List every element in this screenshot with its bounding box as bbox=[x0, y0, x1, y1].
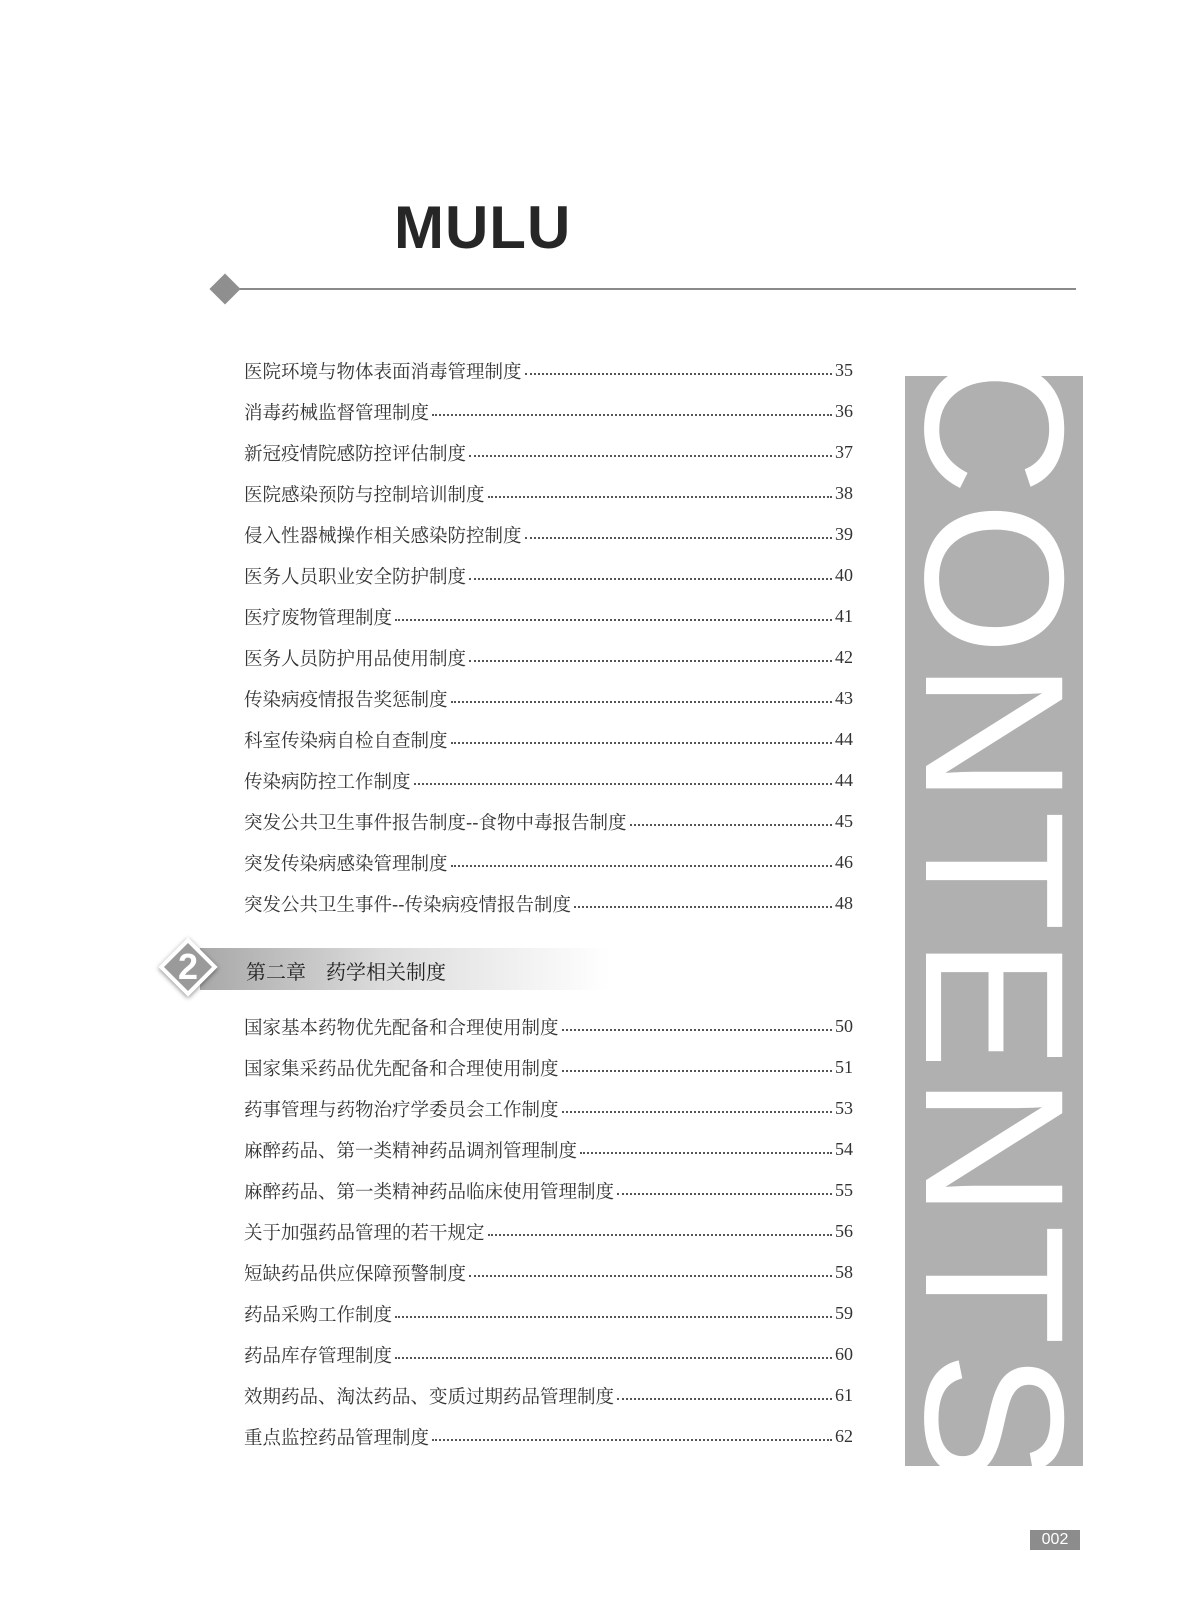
toc-entry-page-number: 44 bbox=[835, 770, 853, 790]
toc-entry-page-number: 62 bbox=[835, 1426, 853, 1446]
dot-leader bbox=[488, 496, 832, 498]
toc-entry[interactable] bbox=[244, 1211, 853, 1252]
toc-entry-title: 突发传染病感染管理制度 bbox=[244, 853, 448, 875]
toc-entry-title: 药事管理与药物治疗学委员会工作制度 bbox=[244, 1099, 559, 1121]
chapter-number: 2 bbox=[177, 946, 199, 987]
dot-leader bbox=[451, 865, 832, 867]
dot-leader bbox=[525, 373, 832, 375]
toc-entry[interactable] bbox=[244, 555, 853, 596]
dot-leader bbox=[562, 1029, 832, 1031]
toc-entry[interactable] bbox=[244, 514, 853, 555]
toc-list-previous-chapter bbox=[244, 350, 853, 924]
dot-leader bbox=[432, 1439, 832, 1441]
toc-entry[interactable] bbox=[244, 1252, 853, 1293]
toc-entry-page-number: 59 bbox=[835, 1303, 853, 1323]
dot-leader bbox=[395, 1357, 832, 1359]
dot-leader bbox=[630, 824, 832, 826]
toc-entry-page-number: 41 bbox=[835, 606, 853, 626]
toc-entry-title: 效期药品、淘汰药品、变质过期药品管理制度 bbox=[244, 1386, 615, 1408]
toc-entry-page-number: 60 bbox=[835, 1344, 853, 1364]
toc-entry-title: 国家基本药物优先配备和合理使用制度 bbox=[244, 1017, 559, 1039]
chapter-title: 第二章 药学相关制度 bbox=[246, 960, 446, 984]
dot-leader bbox=[562, 1070, 832, 1072]
toc-entry-page-number: 45 bbox=[835, 811, 853, 831]
dot-leader bbox=[562, 1111, 832, 1113]
dot-leader bbox=[617, 1398, 832, 1400]
toc-entry-title: 药品采购工作制度 bbox=[244, 1304, 393, 1326]
dot-leader bbox=[395, 619, 832, 621]
toc-entry-page-number: 40 bbox=[835, 565, 853, 585]
dot-leader bbox=[451, 742, 832, 744]
dot-leader bbox=[574, 906, 832, 908]
toc-entry-title: 传染病疫情报告奖惩制度 bbox=[244, 689, 448, 711]
page-title: MULU bbox=[394, 194, 572, 261]
toc-entry-page-number: 53 bbox=[835, 1098, 853, 1118]
toc-entry[interactable] bbox=[244, 883, 853, 924]
toc-entry-title: 关于加强药品管理的若干规定 bbox=[244, 1222, 485, 1244]
contents-side-band bbox=[884, 352, 1105, 1490]
toc-entry-page-number: 42 bbox=[835, 647, 853, 667]
toc-entry[interactable] bbox=[244, 719, 853, 760]
toc-entry-page-number: 58 bbox=[835, 1262, 853, 1282]
toc-entry-page-number: 61 bbox=[835, 1385, 853, 1405]
toc-entry[interactable] bbox=[244, 801, 853, 842]
toc-entry-page-number: 38 bbox=[835, 483, 853, 503]
toc-entry-title: 药品库存管理制度 bbox=[244, 1345, 393, 1367]
toc-entry-page-number: 50 bbox=[835, 1016, 853, 1036]
dot-leader bbox=[617, 1193, 832, 1195]
toc-entry[interactable] bbox=[244, 1170, 853, 1211]
toc-entry[interactable] bbox=[244, 1129, 853, 1170]
toc-entry-page-number: 44 bbox=[835, 729, 853, 749]
toc-entry-title: 医务人员防护用品使用制度 bbox=[244, 648, 467, 670]
toc-entry-title: 突发公共卫生事件报告制度--食物中毒报告制度 bbox=[244, 812, 627, 834]
toc-entry-page-number: 36 bbox=[835, 401, 853, 421]
dot-leader bbox=[432, 414, 832, 416]
toc-entry[interactable] bbox=[244, 1006, 853, 1047]
dot-leader bbox=[469, 1275, 832, 1277]
toc-entry[interactable] bbox=[244, 842, 853, 883]
toc-entry[interactable] bbox=[244, 596, 853, 637]
dot-leader bbox=[580, 1152, 832, 1154]
dot-leader bbox=[469, 660, 832, 662]
toc-entry-title: 医务人员职业安全防护制度 bbox=[244, 566, 467, 588]
toc-entry[interactable] bbox=[244, 678, 853, 719]
toc-entry-page-number: 43 bbox=[835, 688, 853, 708]
toc-entry[interactable] bbox=[244, 1334, 853, 1375]
toc-entry-title: 国家集采药品优先配备和合理使用制度 bbox=[244, 1058, 559, 1080]
toc-entry-title: 麻醉药品、第一类精神药品临床使用管理制度 bbox=[244, 1181, 615, 1203]
dot-leader bbox=[395, 1316, 832, 1318]
toc-entry[interactable] bbox=[244, 1088, 853, 1129]
toc-entry[interactable] bbox=[244, 432, 853, 473]
dot-leader bbox=[469, 455, 832, 457]
toc-entry-title: 医院环境与物体表面消毒管理制度 bbox=[244, 361, 522, 383]
toc-entry-page-number: 54 bbox=[835, 1139, 853, 1159]
toc-entry[interactable] bbox=[244, 1416, 853, 1457]
toc-entry[interactable] bbox=[244, 1293, 853, 1334]
toc-entry-title: 科室传染病自检自查制度 bbox=[244, 730, 448, 752]
contents-side-label: CONTENTS bbox=[884, 352, 1105, 1490]
toc-entry-page-number: 39 bbox=[835, 524, 853, 544]
dot-leader bbox=[451, 701, 832, 703]
chapter-number-badge bbox=[158, 937, 218, 997]
toc-entry-title: 短缺药品供应保障预警制度 bbox=[244, 1263, 467, 1285]
toc-entry[interactable] bbox=[244, 473, 853, 514]
toc-entry[interactable] bbox=[244, 760, 853, 801]
dot-leader bbox=[469, 578, 832, 580]
toc-entry-title: 传染病防控工作制度 bbox=[244, 771, 411, 793]
toc-entry-title: 麻醉药品、第一类精神药品调剂管理制度 bbox=[244, 1140, 578, 1162]
toc-entry[interactable] bbox=[244, 391, 853, 432]
dot-leader bbox=[414, 783, 832, 785]
toc-list-chapter-2 bbox=[244, 1006, 853, 1457]
toc-entry-title: 重点监控药品管理制度 bbox=[244, 1427, 430, 1449]
toc-entry[interactable] bbox=[244, 350, 853, 391]
toc-entry-page-number: 48 bbox=[835, 893, 853, 913]
toc-entry-title: 侵入性器械操作相关感染防控制度 bbox=[244, 525, 522, 547]
toc-entry-title: 医院感染预防与控制培训制度 bbox=[244, 484, 485, 506]
toc-entry-page-number: 56 bbox=[835, 1221, 853, 1241]
dot-leader bbox=[525, 537, 832, 539]
toc-entry-page-number: 51 bbox=[835, 1057, 853, 1077]
toc-entry[interactable] bbox=[244, 637, 853, 678]
title-rule bbox=[216, 288, 1076, 290]
toc-entry-page-number: 35 bbox=[835, 360, 853, 380]
toc-entry-page-number: 37 bbox=[835, 442, 853, 462]
title-diamond-ornament bbox=[209, 273, 240, 304]
toc-entry-page-number: 46 bbox=[835, 852, 853, 872]
toc-entry-title: 突发公共卫生事件--传染病疫情报告制度 bbox=[244, 894, 572, 916]
toc-entry-page-number: 55 bbox=[835, 1180, 853, 1200]
toc-entry-title: 新冠疫情院感防控评估制度 bbox=[244, 443, 467, 465]
page-number: 002 bbox=[1030, 1530, 1080, 1550]
toc-entry[interactable] bbox=[244, 1375, 853, 1416]
toc-entry-title: 消毒药械监督管理制度 bbox=[244, 402, 430, 424]
toc-entry[interactable] bbox=[244, 1047, 853, 1088]
toc-entry-title: 医疗废物管理制度 bbox=[244, 607, 393, 629]
dot-leader bbox=[488, 1234, 832, 1236]
